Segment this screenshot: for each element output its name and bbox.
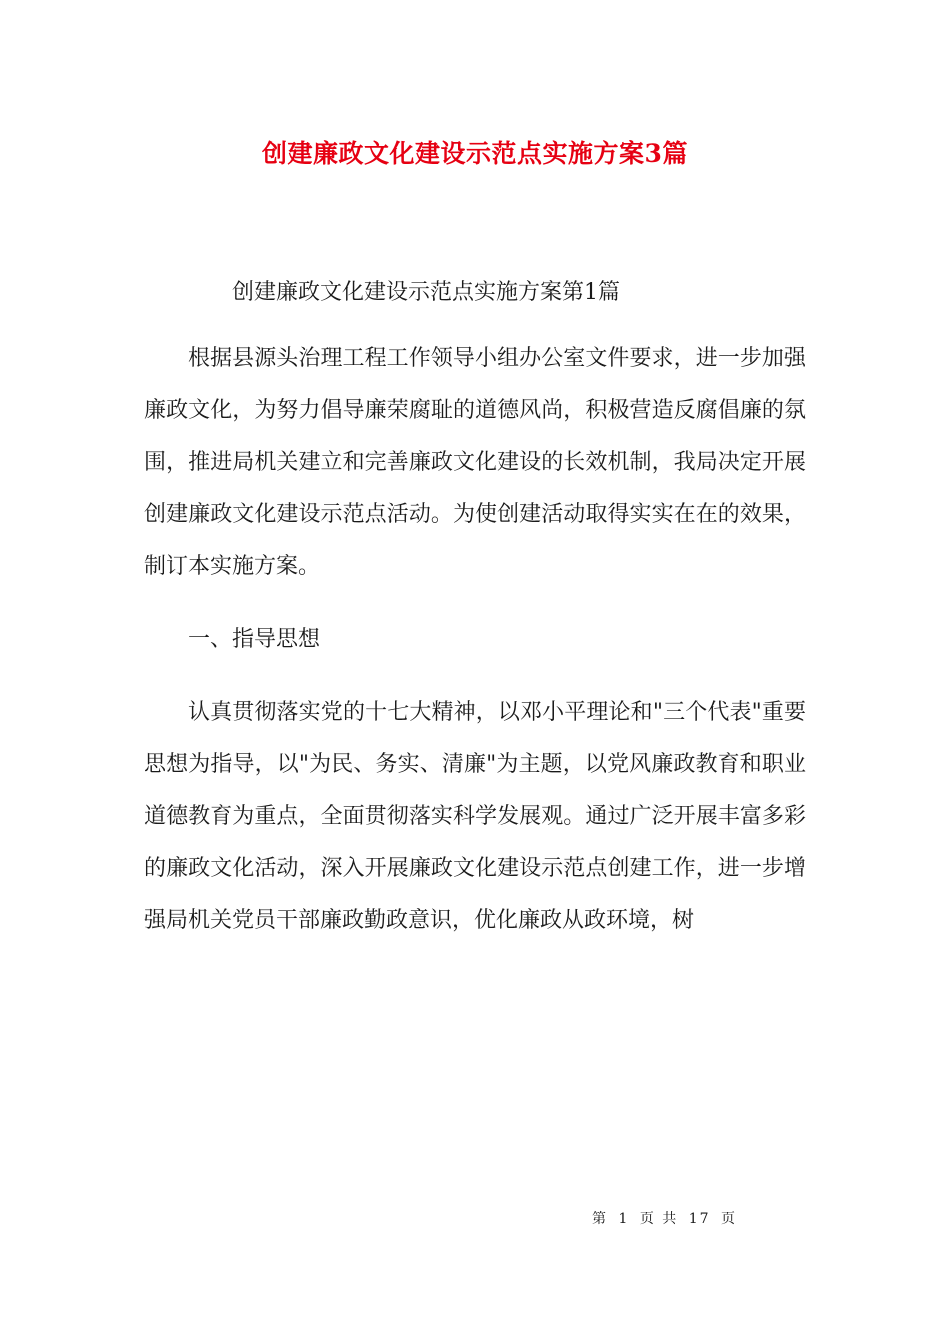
footer-suffix: 页 (721, 1211, 738, 1227)
page-footer (590, 1208, 739, 1228)
footer-total-pages: 17 (688, 1211, 711, 1227)
paragraph-intro: 根据县源头治理工程工作领导小组办公室文件要求，进一步加强廉政文化，为努力倡导廉荣腐耻的道德风尚，积极营造反腐倡廉的氛围，推进局机关建立和完善廉政文化建设的长效机制，我局决定开展创建廉政文化建设示范点活动。为使创建活动取得实实在在的效果，制订本实施方案。 (144, 346, 806, 579)
heading-guiding-ideology: 一、指导思想 (188, 627, 321, 652)
footer-prefix: 第 (592, 1211, 608, 1227)
paragraph-guiding-ideology: 认真贯彻落实党的十七大精神，以邓小平理论和"三个代表"重要思想为指导，以"为民、务实、清廉"为主题，以党风廉政教育和职业道德教育为重点，全面贯彻落实科学发展观。通过广泛开展丰富多彩的廉政文化活动，深入开展廉政文化建设示范点创建工作，进一步增强局机关党员干部廉政勤政意识，优化廉政从政环境，树 (144, 700, 806, 933)
document-body (144, 274, 806, 968)
section-subtitle: 创建廉政文化建设示范点实施方案第1篇 (232, 280, 620, 305)
document-title: 创建廉政文化建设示范点实施方案3篇 (262, 139, 688, 168)
footer-middle: 页 共 (639, 1211, 679, 1227)
footer-current-page: 1 (618, 1211, 630, 1227)
